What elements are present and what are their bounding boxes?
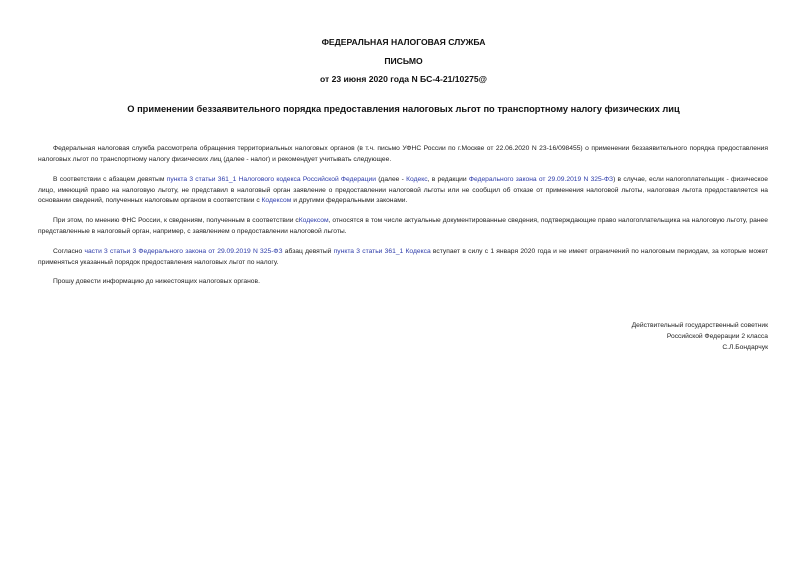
paragraph-3 xyxy=(38,216,768,237)
paragraph-3-text-a: При этом, по мнению ФНС России, к сведениям, полученным в соответствии с xyxy=(53,217,299,224)
signatory-rank-line-1: Действительный государственный советник xyxy=(631,322,768,329)
paragraph-1-text: Федеральная налоговая служба рассмотрела обращения территориальных налоговых органов (в т.ч. письмо УФНС России по г.Москве от 22.06.2020 N 23-16/098455) о применении беззаявительного порядка предоставления налоговых льгот по транспортному налогу физических лиц (далее - налог) и рекомендует учитывать следующее. xyxy=(38,145,768,163)
link-tax-code-article-361-1[interactable]: пункта 3 статьи 361_1 Налогового кодекса Российской Федерации xyxy=(166,176,376,183)
paragraph-4-text-c: вступает в силу с 1 января 2020 года и не имеет ограничений по налоговым периодам, за которые может применяться указанный порядок предоставления налоговых льгот по налогу. xyxy=(38,248,769,266)
paragraph-5 xyxy=(38,277,768,288)
paragraph-2-text-c: , в редакции xyxy=(427,176,469,183)
link-code-article-361-1[interactable]: пункта 3 статьи 361_1 Кодекса xyxy=(333,248,431,255)
paragraph-2-text-a: В соответствии с абзацем девятым xyxy=(53,176,167,183)
paragraph-1 xyxy=(38,144,768,165)
document-type: ПИСЬМО xyxy=(384,56,423,66)
paragraph-5-text: Прошу довести информацию до нижестоящих налоговых органов. xyxy=(53,278,260,285)
document-date-number: от 23 июня 2020 года N БС-4-21/10275@ xyxy=(319,74,488,84)
signatory-name: С.Л.Бондарчук xyxy=(722,344,768,351)
paragraph-3-text-b: , относятся в том числе актуальные документированные сведения, подтверждающие право налогоплательщика на налоговую льготу, ранее представленные в налоговый орган, например, с заявлением о предоставлении налоговой льготы. xyxy=(38,217,768,235)
paragraph-4-text-b: абзац девятый xyxy=(282,248,334,255)
issuing-organization: ФЕДЕРАЛЬНАЯ НАЛОГОВАЯ СЛУЖБА xyxy=(321,37,486,47)
link-federal-law-325[interactable]: Федерального закона от 29.09.2019 N 325-ФЗ xyxy=(468,176,614,183)
link-code[interactable]: Кодекс xyxy=(406,176,428,183)
document-title: О применении беззаявительного порядка предоставления налоговых льгот по транспортному налогу физических лиц xyxy=(127,104,680,114)
signatory-rank-line-2: Российской Федерации 2 класса xyxy=(666,333,768,340)
paragraph-2 xyxy=(38,175,768,207)
paragraph-4 xyxy=(38,247,768,268)
link-federal-law-325-article-3[interactable]: части 3 статьи 3 Федерального закона от 29.09.2019 N 325-ФЗ xyxy=(84,248,283,255)
link-code-3[interactable]: Кодексом xyxy=(298,217,329,224)
paragraph-4-text-a: Согласно xyxy=(53,248,85,255)
paragraph-2-text-e: и другими федеральными законами. xyxy=(291,197,408,205)
link-code-2[interactable]: Кодексом xyxy=(261,197,292,205)
paragraph-2-text-d: ) в случае, если налогоплательщик - физическое лицо, имеющий право на налоговую льготу, не представил в налоговый орган заявление о предоставлении налоговой льготы или не сообщил об отказе от применения налоговой льготы, налоговая льгота предоставляется на основании сведений, полученных налоговым органом в соответствии с xyxy=(38,176,768,205)
paragraph-2-text-b: (далее - xyxy=(375,176,407,183)
